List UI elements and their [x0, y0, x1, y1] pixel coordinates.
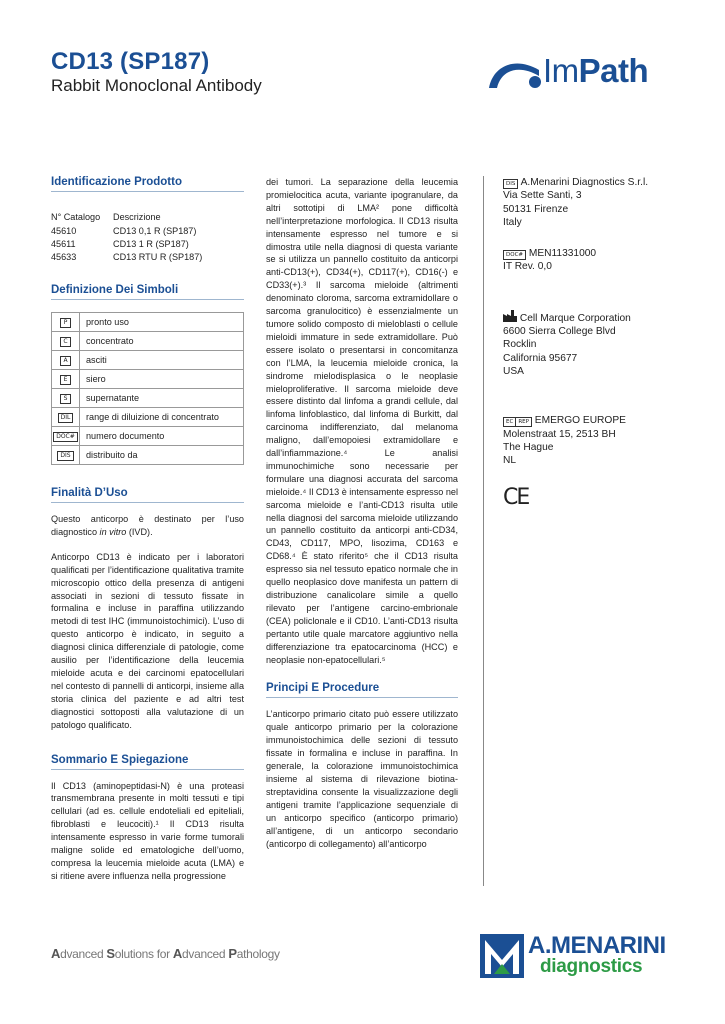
- finalita-paragraph-1: [51, 513, 244, 539]
- catalog-description: CD13 1 R (SP187): [113, 239, 189, 249]
- catalog-header: N° Catalogo: [51, 212, 101, 222]
- ec-rep-street: Molenstraat 15, 2513 BH: [503, 428, 616, 440]
- section-heading-principi: Principi E Procedure: [266, 682, 458, 698]
- finalita-text-end: (IVD).: [126, 526, 153, 537]
- tagline-text: dvanced: [60, 947, 107, 961]
- logo-im: Im: [543, 52, 579, 89]
- table-row: [52, 370, 244, 389]
- right-column: [503, 176, 683, 510]
- description-header: Descrizione: [113, 212, 161, 222]
- section-heading-identificazione: Identificazione Prodotto: [51, 176, 244, 192]
- impath-swoosh-icon: [485, 52, 543, 92]
- symbol-box: A: [60, 356, 71, 366]
- table-row: [52, 332, 244, 351]
- distributor-name: A.Menarini Diagnostics S.r.l.: [520, 177, 649, 188]
- ec-rep-name: EMERGO EUROPE: [534, 415, 626, 427]
- symbol-box: DIS: [57, 451, 73, 461]
- table-row: [52, 389, 244, 408]
- manufacturer-block: [503, 310, 683, 378]
- manufacturer-city: Rocklin: [503, 339, 537, 351]
- sommario-paragraph: Il CD13 (aminopeptidasi-N) è una proteasi transmembrana presente in molti tessuti e tipi cellulari (ad es. cellule endoteliali ed epiteliali, fibroblasti e leucociti).¹ Il CD13 risulta intensamente espresso in varie forme tumorali maligne solide ed ematologiche dell’uomo, compresa la leucemia mieloide acuta (LMA) e si ritiene avere influenza nella progressione: [51, 780, 244, 881]
- symbol-label: supernatante: [80, 389, 244, 408]
- menarini-m-icon: [480, 934, 524, 978]
- impath-logo-text: [543, 52, 648, 90]
- symbol-label: asciti: [80, 351, 244, 370]
- symbol-box: C: [60, 337, 71, 347]
- symbol-label: numero documento: [80, 427, 244, 446]
- ce-mark: CE: [503, 485, 529, 511]
- table-row: [52, 351, 244, 370]
- table-row: [51, 238, 244, 251]
- ec-icon: EC: [503, 417, 516, 427]
- catalog-description: CD13 RTU R (SP187): [113, 252, 203, 262]
- document-revision: IT Rev. 0,0: [503, 261, 552, 273]
- table-row: [52, 446, 244, 465]
- menarini-text: A.MENARINI: [528, 932, 666, 959]
- symbol-box: P: [60, 318, 71, 328]
- section-heading-simboli: Definizione Dei Simboli: [51, 284, 244, 300]
- catalog-description: CD13 0,1 R (SP187): [113, 226, 197, 236]
- tagline-letter: A: [172, 946, 183, 961]
- dis-icon: DIS: [503, 179, 518, 189]
- symbols-table: [51, 312, 244, 465]
- table-row: [51, 251, 244, 264]
- table-row: [51, 225, 244, 238]
- manufacturer-name: Cell Marque Corporation: [519, 312, 631, 324]
- rep-icon: REP: [516, 417, 532, 427]
- menarini-diagnostics-text: diagnostics: [540, 956, 643, 977]
- distributor-block: [503, 176, 683, 229]
- section-heading-finalita: Finalità D’Uso: [51, 487, 244, 503]
- symbol-label: range di diluizione di concentrato: [80, 408, 244, 427]
- table-row: [52, 427, 244, 446]
- footer-tagline: [51, 946, 280, 961]
- distributor-city: 50131 Firenze: [503, 203, 569, 215]
- middle-column: [266, 176, 458, 850]
- tagline-letter: A: [51, 946, 61, 961]
- left-column: [51, 176, 244, 883]
- table-row: [52, 313, 244, 332]
- column-divider: [483, 176, 484, 886]
- symbol-box: DOC#: [53, 432, 78, 442]
- page-subtitle: Rabbit Monoclonal Antibody: [51, 76, 262, 95]
- impath-logo: [485, 50, 675, 94]
- catalog-number: 45611: [51, 239, 76, 249]
- manufacturer-street: 6600 Sierra College Blvd: [503, 326, 616, 338]
- manufacturer-country: USA: [503, 365, 524, 377]
- sommario-continued-paragraph: dei tumori. La separazione della leucemia promielocitica acuta, variante ipogranulare, da altri sottotipi di LMA² pone difficoltà nell’interpretazione morfologica. Il CD13 risulta intensamente espresso nel tumore e si dimostra utile nella diagnosi di questa variante se si utilizza un pannello costituito da anticorpi anti-CD13(+), CD34(+), CD117(+), CD16(-) e CD33(+).³ Il sarcoma mieloide (altrimenti denominato cloroma, sarcoma extramidollare o sarcoma granulocitico) è essenzialmente un tumore solido composto di mieloblasti o cellule mieloidi immature in sede extramidollare. Può essere isolato o presentarsi in concomitanza con l’LMA, la leucemia mieloide cronica, la sindrome mielodisplasica o le neoplasie mieloproliferative. Il sarcoma mieloide deve essere distinto dal linfoma a grandi cellule, dal linfoma linfoblastico, dal linfoma di Burkitt, dal carcinoma indifferenziato, dal melanoma maligno, dall’emopoiesi extramidollare e dall’infiammazione.⁴ Le analisi immunochimiche sono necessarie per formulare una diagnosi accurata del sarcoma mieloide.⁴ Il CD13 è intensamente espresso nel sarcoma mieloide e l’anti-CD13 risulta utile nella diagnosi del sarcoma mieloide utilizzando un pannello costituito da anticorpi anti-CD34, CD43, CD117, MPO, lisozima, CD163 e CD68.⁴ È stato riferito⁵ che il CD13 risulta espresso sia nel tessuto epatico normale che in quello neoplasico dove manifesta un pattern di distribuzione canalicolare simile a quello rilevato per l’antigene carcino-embrionale (CEA) policlonale e il CD10. L’anti-CD13 risulta pertanto utile quale marcatore aggiuntivo nella differenziazione tra epatocarcinoma (HCC) e neoplasie non-epatocellulari.⁵: [266, 177, 458, 665]
- finalita-paragraph-2: Anticorpo CD13 è indicato per i laboratori qualificati per l’identificazione qualitativa tramite microscopio ottico della presenza di antigeni associati in sezioni di tessuto fissate in formalina e incluse in paraffina utilizzando metodi di test IHC (immunoistochimici). L’uso di questo anticorpo è indicato, in seguito a diagnosi clinica differenziale di patologie, come ausilio per l’identificazione della leucemia mieloide acuta e dei carcinomi epatocellulari nel contesto di pannelli di anticorpi, insieme alla storia clinica del paziente e ad altri test diagnostici sottoposti alla valutazione di un patologo qualificato.: [51, 551, 244, 730]
- page-title: CD13 (SP187): [51, 48, 210, 75]
- distributor-country: Italy: [503, 216, 522, 228]
- catalog-table: [51, 210, 244, 264]
- finalita-italic: in vitro: [99, 526, 127, 537]
- ec-rep-city: The Hague: [503, 441, 554, 453]
- finalita-text: Questo anticorpo è destinato per l’uso diagnostico: [51, 514, 244, 537]
- catalog-number: 45633: [51, 252, 77, 262]
- tagline-letter: S: [106, 946, 115, 961]
- manufacturer-state: California 95677: [503, 352, 578, 364]
- distributor-street: Via Sette Santi, 3: [503, 190, 582, 202]
- table-row: [52, 408, 244, 427]
- tagline-letter: P: [228, 946, 237, 961]
- factory-icon: [503, 310, 517, 322]
- tagline-text: olutions for: [114, 947, 173, 961]
- symbol-label: concentrato: [80, 332, 244, 351]
- symbol-label: pronto uso: [80, 313, 244, 332]
- symbol-label: distribuito da: [80, 446, 244, 465]
- doc-icon: DOC#: [503, 250, 526, 260]
- logo-path: Path: [578, 52, 649, 89]
- document-block: [503, 247, 683, 274]
- ec-rep-country: NL: [503, 455, 517, 467]
- ec-rep-block: [503, 414, 683, 467]
- tagline-text: dvanced: [182, 947, 229, 961]
- tagline-text: athology: [236, 947, 280, 961]
- principi-paragraph: L’anticorpo primario citato può essere utilizzato quale anticorpo primario per la colorazione immunoistochimica delle sezioni di tessuto fissate in formalina e incluse in paraffina. In generale, la colorazione immunoistochimica insieme al sistema di rilevazione biotina-streptavidina consente la visualizzazione degli antigeni tramite l’applicazione sequenziale di un anticorpo specifico (anticorpo primario) all’antigene, di un anticorpo secondario (anticorpo di collegamento) all’anticorpo: [266, 709, 458, 849]
- symbol-box: DIL: [58, 413, 74, 423]
- symbol-box: E: [60, 375, 71, 385]
- catalog-number: 45610: [51, 226, 77, 236]
- menarini-logo: [480, 932, 680, 982]
- symbol-label: siero: [80, 370, 244, 389]
- section-heading-sommario: Sommario E Spiegazione: [51, 754, 244, 770]
- document-number: MEN11331000: [528, 248, 597, 260]
- symbol-box: S: [60, 394, 71, 404]
